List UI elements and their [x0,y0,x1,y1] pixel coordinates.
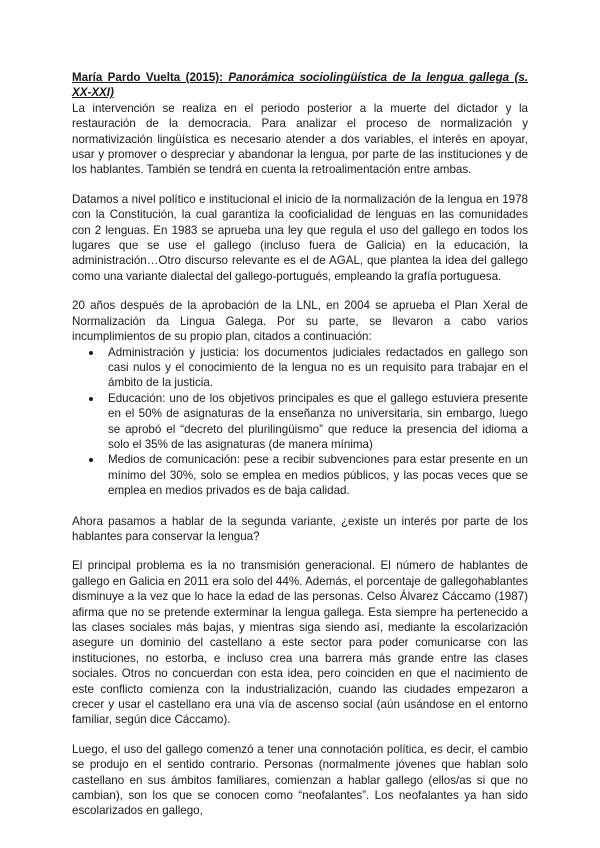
heading-author-year: María Pardo Vuelta (2015): [72,71,229,84]
bullet-list [72,345,528,499]
paragraph-plan: 20 años después de la aprobación de la LNL, en 2004 se aprueba el Plan Xeral de Normalización da Lingua Galega. Por su parte, se llevaron a cabo varios incumplimientos de su propio plan, citados a continuación: [72,299,528,344]
paragraph-intro: La intervención se realiza en el periodo posterior a la muerte del dictador y la restauración de la democracia. Para analizar el proceso de normalización y normativización lingüística es necesario atender a dos variables, el interés en apoyar, usar y promover o despreciar y abandonar la lengua, por parte de las instituciones y de los hablantes. También se tendrá en cuenta la retroalimentación entre ambas. [72,101,528,177]
heading-work-title: Panorámica sociolingüística de la lengua gallega (s. XX-XXI) [72,71,528,100]
document-heading [72,70,528,101]
list-item: Medios de comunicación: pese a recibir subvenciones para estar presente en un mínimo del 30%, solo se emplea en medios públicos, y las pocas veces que se emplea en medios privados es de baja calidad. [108,453,528,498]
paragraph-political: Datamos a nivel político e institucional el inicio de la normalización de la lengua en 1978 con la Constitución, la cual garantiza la cooficialidad de lenguas en las comunidades con 2 lenguas. En 1983 se aprueba una ley que regula el uso del gallego en todos los lugares que se use el gallego (incluso fuera de Galicia) en la educación, la administración…Otro discurso relevante es el de AGAL, que plantea la idea del gallego como una variante dialectal del gallego-portugués, empleando la grafía portuguesa. [72,192,528,283]
paragraph-second-variant: Ahora pasamos a hablar de la segunda variante, ¿existe un interés por parte de los hablantes para conservar la lengua? [72,514,528,543]
list-item: Administración y justicia: los documentos judiciales redactados en gallego son casi nulos y el conocimiento de la lengua no es un requisito para trabajar en el ámbito de la justicia. [108,345,528,390]
document-page [72,70,528,833]
list-item: Educación: uno de los objetivos principales es que el gallego estuviera presente en el 50% de asignaturas de la enseñanza no universitaria, sin embargo, luego se aprobó el “decreto del plurilingüismo” que reduce la presencia del idioma a solo el 35% de las asignaturas (de manera mínima) [108,391,528,451]
paragraph-main-problem: El principal problema es la no transmisión generacional. El número de hablantes de gallego en Galicia en 2011 era solo del 44%. Además, el porcentaje de gallegohablantes disminuye a la vez que lo hace la edad de las personas. Celso Álvarez Cáccamo (1987) afirma que no se pretende exterminar la lengua gallega. Esta siempre ha pertenecido a las clases sociales más bajas, y mientras siga siendo así, mediante la escolarización asegure un dominio del castellano a este sector para poder comunicarse con las instituciones, no estorba, e incluso crea una barrera más grande entre las clases sociales. Otros no concuerdan con esta idea, pero coinciden en que el nacimiento de este conflicto comienza con la industrialización, cuando las ciudades empezaron a crecer y usar el castellano era una vía de ascenso social (aún usándose en el entorno familiar, según dice Cáccamo). [72,559,528,727]
paragraph-neofalantes: Luego, el uso del gallego comenzó a tener una connotación política, es decir, el cambio se produjo en el sentido contrario. Personas (normalmente jóvenes que hablan solo castellano en sus ámbitos familiares, comienzan a hablar gallego (ellos/as si que no cambian), son los que se conocen como “neofalantes”. Los neofalantes ya han sido escolarizados en gallego, [72,742,528,818]
